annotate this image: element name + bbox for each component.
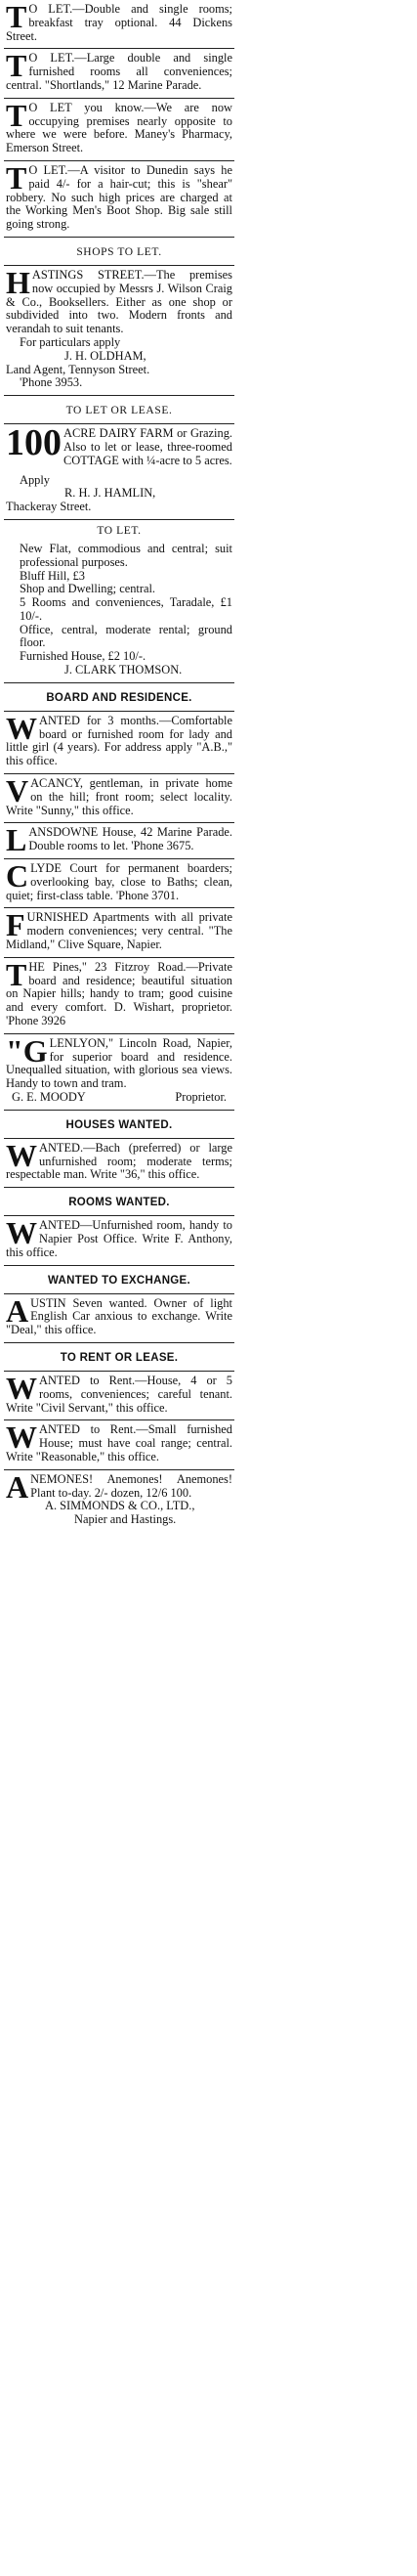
ad-text: O LET.—Double and single rooms; breakfast tray optional. 44 Dickens Street. xyxy=(6,2,232,43)
agent-street: Thackeray Street. xyxy=(6,500,92,514)
rent-ad-2 xyxy=(4,1420,234,1469)
board-ad-2 xyxy=(4,774,234,823)
drop-cap: W xyxy=(6,1419,37,1456)
drop-cap: C xyxy=(6,858,29,895)
agent-phone: 'Phone 3953. xyxy=(20,375,83,390)
list-line: Bluff Hill, £3 xyxy=(20,568,85,583)
agent-name: J. H. OLDHAM, xyxy=(64,348,146,363)
ad-text: ACRE DAIRY FARM or Grazing. Also to let or lease, three-roomed COTTAGE with ¼-acre to 5 acres. xyxy=(63,426,232,467)
drop-cap: W xyxy=(6,1137,37,1173)
drop-cap: "G xyxy=(6,1032,48,1069)
drop-cap: H xyxy=(6,264,30,300)
apply-line: Apply xyxy=(20,472,50,487)
ad-text: ASTINGS STREET.—The premises now occupied by Messrs J. Wilson Craig & Co., Booksellers. Either as one shop or subdivided into two. Modern fronts and verandah to suit tenants. xyxy=(6,267,232,336)
firm-place: Napier and Hastings. xyxy=(74,1512,177,1527)
board-ad-3 xyxy=(4,823,234,859)
drop-cap: T xyxy=(6,48,27,84)
ad-text: ANTED—Unfurnished room, handy to Napier Post Office. Write F. Anthony, this office. xyxy=(6,1218,232,1259)
ad-text: ANTED to Rent.—Small furnished House; must have coal range; central. Write "Reasonable," this office. xyxy=(6,1422,232,1463)
signature: J. CLARK THOMSON. xyxy=(64,663,183,677)
drop-cap: T xyxy=(6,956,27,992)
wanted-to-exchange-heading: WANTED TO EXCHANGE. xyxy=(4,1266,234,1294)
ad-text: ANTED to Rent.—House, 4 or 5 rooms, conveniences; careful tenant. Write "Civil Servant," this office. xyxy=(6,1373,232,1415)
ad-text: URNISHED Apartments with all private modern conveniences; very central. "The Midland," Clive Square, Napier. xyxy=(6,910,232,952)
rooms-wanted-ad xyxy=(4,1216,234,1265)
dairy-farm-ad xyxy=(4,424,234,520)
rooms-wanted-heading: ROOMS WANTED. xyxy=(4,1188,234,1216)
drop-cap: A xyxy=(6,1468,29,1505)
to-let-ad-1 xyxy=(4,0,234,49)
agent-name: R. H. J. HAMLIN, xyxy=(64,486,156,501)
ad-text: NEMONES! Anemones! Anemones! Plant to-day. 2/- dozen, 12/6 100. xyxy=(30,1471,232,1500)
to-let-ad-3 xyxy=(4,99,234,161)
board-ad-7 xyxy=(4,1034,234,1111)
ad-text: LYDE Court for permanent boarders; overlooking bay, close to Baths; clean, quiet; first-class table. 'Phone 3701. xyxy=(6,861,232,902)
drop-cap: T xyxy=(6,159,27,196)
drop-cap: W xyxy=(6,1215,37,1251)
drop-cap: W xyxy=(6,1370,37,1406)
ad-text: ANTED for 3 months.—Comfortable board or furnished room for lady and little girl (4 years). For address apply "A.B.," this office. xyxy=(6,713,232,768)
ad-text: O LET.—Large double and single furnished rooms all conveniences; central. "Shortlands," 12 Marine Parade. xyxy=(6,51,232,92)
particulars-line: For particulars apply xyxy=(20,334,121,349)
to-rent-or-lease-heading: TO RENT OR LEASE. xyxy=(4,1343,234,1372)
proprietor-name: G. E. MOODY xyxy=(12,1090,86,1104)
list-line: Office, central, moderate rental; ground floor. xyxy=(20,622,232,650)
drop-cap: T xyxy=(6,0,27,34)
to-let-list-ad xyxy=(4,540,234,683)
ad-text: ACANCY, gentleman, in private home on the hill; front room; select locality. Write "Sunny," this office. xyxy=(6,776,232,817)
classified-column xyxy=(0,0,234,1532)
board-ad-4 xyxy=(4,859,234,908)
list-line: 5 Rooms and conveniences, Taradale, £1 10/-. xyxy=(20,595,232,623)
drop-cap: W xyxy=(6,710,37,746)
drop-cap: T xyxy=(6,97,27,133)
rent-ad-1 xyxy=(4,1372,234,1420)
shops-to-let-ad xyxy=(4,266,234,396)
agent-address: Land Agent, Tennyson Street. xyxy=(6,362,150,376)
ad-text: LENLYON," Lincoln Road, Napier, for superior board and residence. Unequalled situation, with glorious sea views. Handy to town and tram. xyxy=(6,1035,232,1091)
drop-cap: 100 xyxy=(6,422,62,464)
board-ad-6 xyxy=(4,958,234,1034)
shops-to-let-heading: SHOPS TO LET. xyxy=(4,238,234,266)
to-let-or-lease-heading: TO LET OR LEASE. xyxy=(4,396,234,424)
to-let-ad-2 xyxy=(4,49,234,98)
proprietor-title: Proprietor. xyxy=(175,1090,227,1104)
list-line: Shop and Dwelling; central. xyxy=(20,582,156,596)
drop-cap: F xyxy=(6,907,25,943)
board-heading: BOARD AND RESIDENCE. xyxy=(4,683,234,712)
ad-text: HE Pines," 23 Fitzroy Road.—Private board and residence; beautiful situation on Napier hills; handy to tram; good cuisine and every comfort. D. Wishart, proprietor. 'Phone 3926 xyxy=(6,959,232,1028)
houses-wanted-heading: HOUSES WANTED. xyxy=(4,1111,234,1139)
drop-cap: L xyxy=(6,822,27,858)
ad-text: O LET.—A visitor to Dunedin says he paid 4/- for a hair-cut; this is "shear" robbery. No such high prices are charged at the Working Men's Boot Shop. Big sale still going strong. xyxy=(6,162,232,232)
ad-text: USTIN Seven wanted. Owner of light English Car anxious to exchange. Write "Deal," this office. xyxy=(6,1295,232,1337)
list-line: New Flat, commodious and central; suit professional purposes. xyxy=(20,541,232,569)
exchange-ad xyxy=(4,1294,234,1343)
houses-wanted-ad xyxy=(4,1139,234,1188)
drop-cap: V xyxy=(6,773,29,809)
board-ad-1 xyxy=(4,712,234,774)
list-line: Furnished House, £2 10/-. xyxy=(20,649,146,664)
board-ad-5 xyxy=(4,908,234,957)
firm-name: A. SIMMONDS & CO., LTD., xyxy=(45,1499,195,1513)
ad-text: ANSDOWNE House, 42 Marine Parade. Double rooms to let. 'Phone 3675. xyxy=(28,825,232,853)
ad-text: O LET you know.—We are now occupying premises nearly opposite to where we were before. Maney's Pharmacy, Emerson Street. xyxy=(6,100,232,155)
to-let-heading: TO LET. xyxy=(97,524,142,537)
drop-cap: A xyxy=(6,1292,29,1329)
anemones-ad xyxy=(4,1470,234,1532)
to-let-ad-4 xyxy=(4,161,234,238)
ad-text: ANTED.—Bach (preferred) or large unfurnished room; moderate terms; respectable man. Write "36," this office. xyxy=(6,1140,232,1182)
